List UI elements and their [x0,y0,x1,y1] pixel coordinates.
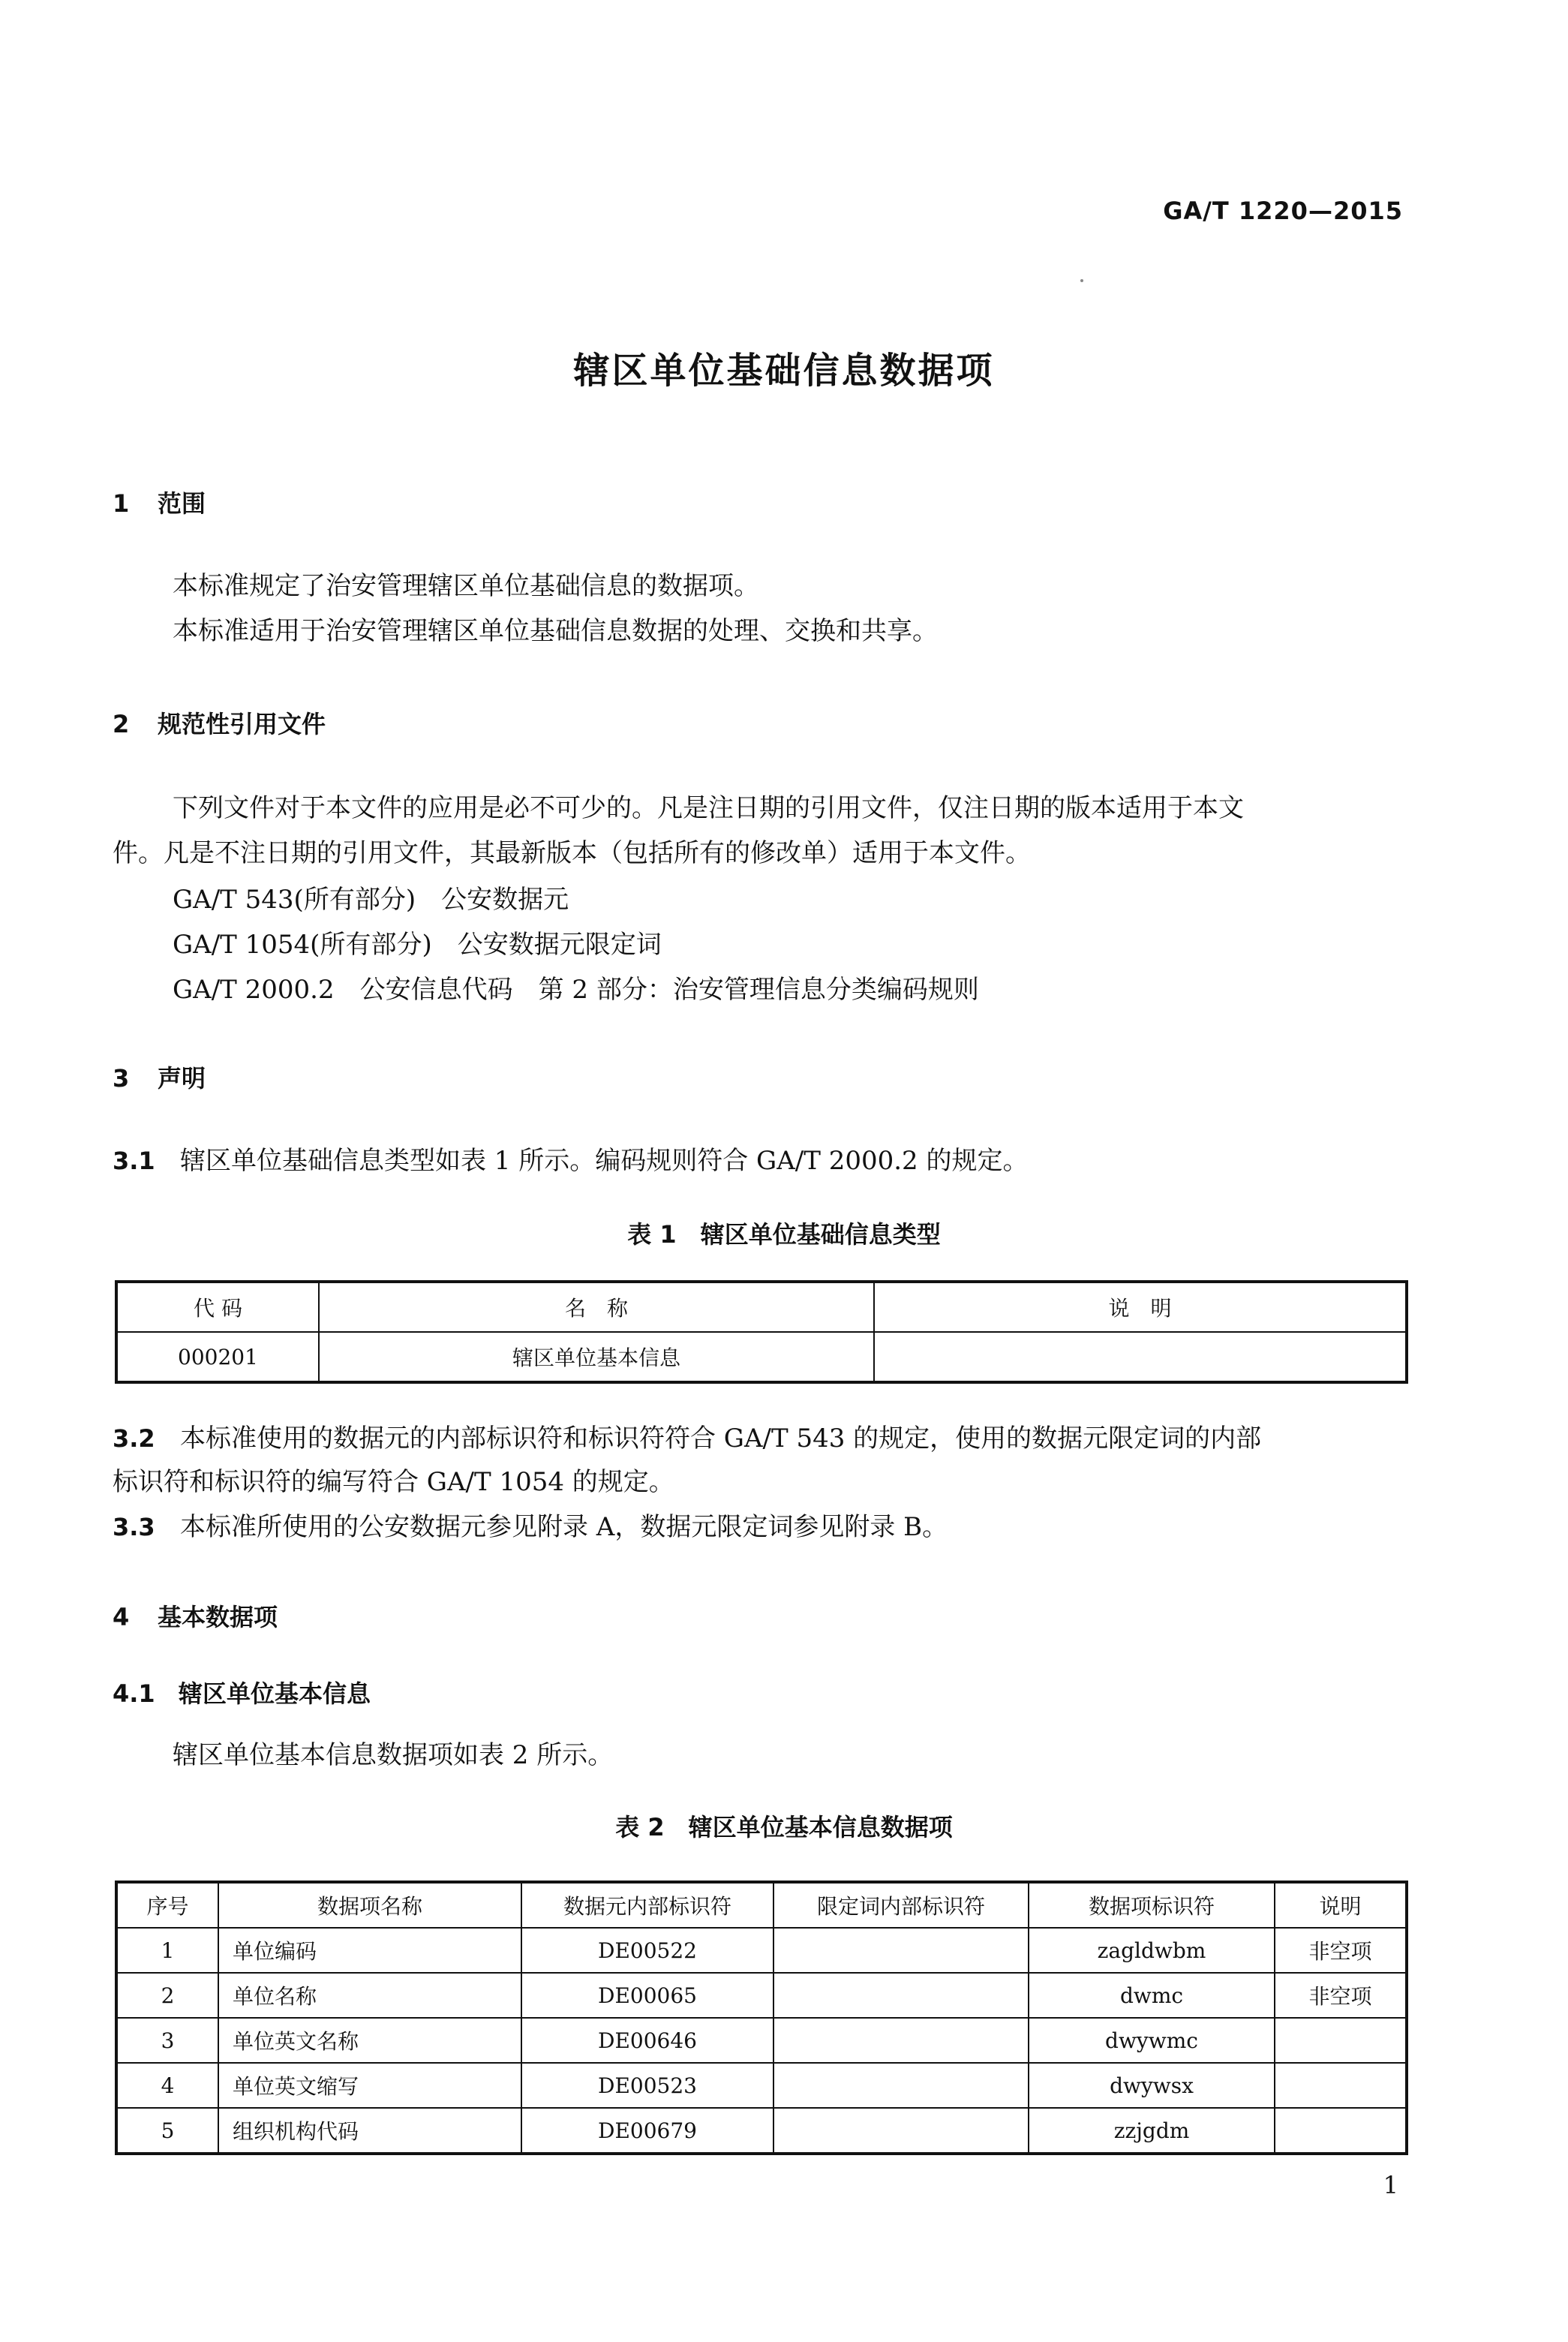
table-header-cell: 说 明 [874,1282,1407,1332]
table-header-row [116,1282,1407,1332]
table-cell [874,1332,1407,1382]
section-title: 范围 [158,489,206,518]
table-cell: DE00646 [521,2018,773,2063]
paragraph: 辖区单位基本信息数据项如表 2 所示。 [173,1740,614,1770]
table-cell: 000201 [116,1332,319,1382]
reference-item [173,878,569,921]
table-cell: DE00523 [521,2063,773,2108]
table-cell: 辖区单位基本信息 [319,1332,874,1382]
clause-text: 本标准使用的数据元的内部标识符和标识符符合 GA/T 543 的规定，使用的数据元限定词的内部 [180,1424,1262,1454]
subsection-title: 辖区单位基本信息 [179,1679,371,1708]
table-cell: 组织机构代码 [218,2108,521,2154]
table-row [116,1332,1407,1382]
section-4-heading [113,1598,278,1633]
table-row [116,2063,1407,2108]
paragraph-line: 件。凡是不注日期的引用文件，其最新版本（包括所有的修改单）适用于本文件。 [113,838,1031,868]
reference-code: GA/T 1054(所有部分) [173,930,432,960]
table-2 [115,1881,1408,2155]
clause-3-2 [113,1417,1261,1460]
table-cell [773,2108,1029,2154]
table-header-cell: 序号 [116,1882,218,1928]
clause-number: 3.1 [113,1147,155,1175]
table-cell: 非空项 [1275,1928,1407,1973]
clause-3-2-continuation: 标识符和标识符的编写符合 GA/T 1054 的规定。 [113,1467,674,1497]
table-2-caption: 表 2 辖区单位基本信息数据项 [615,1813,953,1841]
clause-3-1 [113,1139,1028,1183]
table-cell [773,1973,1029,2018]
table-cell [773,2063,1029,2108]
table-cell: dwmc [1029,1973,1275,2018]
reference-code: GA/T 2000.2 [173,975,335,1005]
table-header-row [116,1882,1407,1928]
table-cell: 4 [116,2063,218,2108]
table-cell [773,1928,1029,1973]
reference-item [173,968,979,1012]
clause-text: 辖区单位基础信息类型如表 1 所示。编码规则符合 GA/T 2000.2 的规定。 [180,1146,1029,1176]
table-cell: 2 [116,1973,218,2018]
table-header-cell: 说明 [1275,1882,1407,1928]
paragraph: 本标准规定了治安管理辖区单位基础信息的数据项。 [173,571,759,601]
subsection-number: 4.1 [113,1679,155,1708]
table-cell: 单位英文缩写 [218,2063,521,2108]
scan-speck [1080,279,1083,282]
table-row [116,1928,1407,1973]
table-1-caption: 表 1 辖区单位基础信息类型 [627,1220,941,1249]
table-cell: 3 [116,2018,218,2063]
table-cell: zagldwbm [1029,1928,1275,1973]
table-header-cell: 名 称 [319,1282,874,1332]
table-cell: 非空项 [1275,1973,1407,2018]
table-cell [1275,2018,1407,2063]
section-title: 规范性引用文件 [158,710,326,738]
document-title: 辖区单位基础信息数据项 [573,350,995,392]
section-title: 基本数据项 [158,1603,278,1631]
clause-text: 本标准所使用的公安数据元参见附录 A，数据元限定词参见附录 B。 [180,1512,948,1542]
table-header-cell: 数据项名称 [218,1882,521,1928]
table-cell: dwywsx [1029,2063,1275,2108]
table-cell: DE00065 [521,1973,773,2018]
paragraph-line: 下列文件对于本文件的应用是必不可少的。凡是注日期的引用文件，仅注日期的版本适用于本文 [173,793,1244,823]
section-number: 1 [113,489,130,518]
reference-code: GA/T 543(所有部分) [173,885,416,915]
table-cell: DE00522 [521,1928,773,1973]
section-number: 4 [113,1603,130,1631]
clause-3-3 [113,1505,948,1549]
reference-name: 公安数据元 [441,885,569,915]
table-cell: zzjgdm [1029,2108,1275,2154]
table-cell: dwywmc [1029,2018,1275,2063]
standard-number: GA/T 1220—2015 [1163,197,1403,225]
table-cell [773,2018,1029,2063]
table-cell: 1 [116,1928,218,1973]
table-header-cell: 数据元内部标识符 [521,1882,773,1928]
clause-number: 3.3 [113,1513,155,1541]
table-1 [115,1280,1408,1384]
table-cell: DE00679 [521,2108,773,2154]
section-number: 2 [113,710,130,738]
clause-number: 3.2 [113,1424,155,1453]
table-row [116,2108,1407,2154]
table-row [116,2018,1407,2063]
reference-name: 公安数据元限定词 [457,930,662,960]
table-header-cell: 数据项标识符 [1029,1882,1275,1928]
table-header-cell: 代 码 [116,1282,319,1332]
reference-name: 公安信息代码 第 2 部分：治安管理信息分类编码规则 [359,975,979,1005]
section-title: 声明 [158,1064,206,1093]
table-cell: 单位英文名称 [218,2018,521,2063]
table-row [116,1973,1407,2018]
paragraph: 本标准适用于治安管理辖区单位基础信息数据的处理、交换和共享。 [173,616,938,646]
subsection-4-1-heading [113,1675,371,1709]
page-number: 1 [1383,2171,1398,2199]
table-cell: 5 [116,2108,218,2154]
table-cell: 单位名称 [218,1973,521,2018]
table-cell: 单位编码 [218,1928,521,1973]
section-3-heading [113,1060,206,1094]
table-cell [1275,2108,1407,2154]
table-cell [1275,2063,1407,2108]
reference-item [173,923,662,967]
section-2-heading [113,705,326,740]
table-header-cell: 限定词内部标识符 [773,1882,1029,1928]
section-1-heading [113,485,206,519]
section-number: 3 [113,1064,130,1093]
